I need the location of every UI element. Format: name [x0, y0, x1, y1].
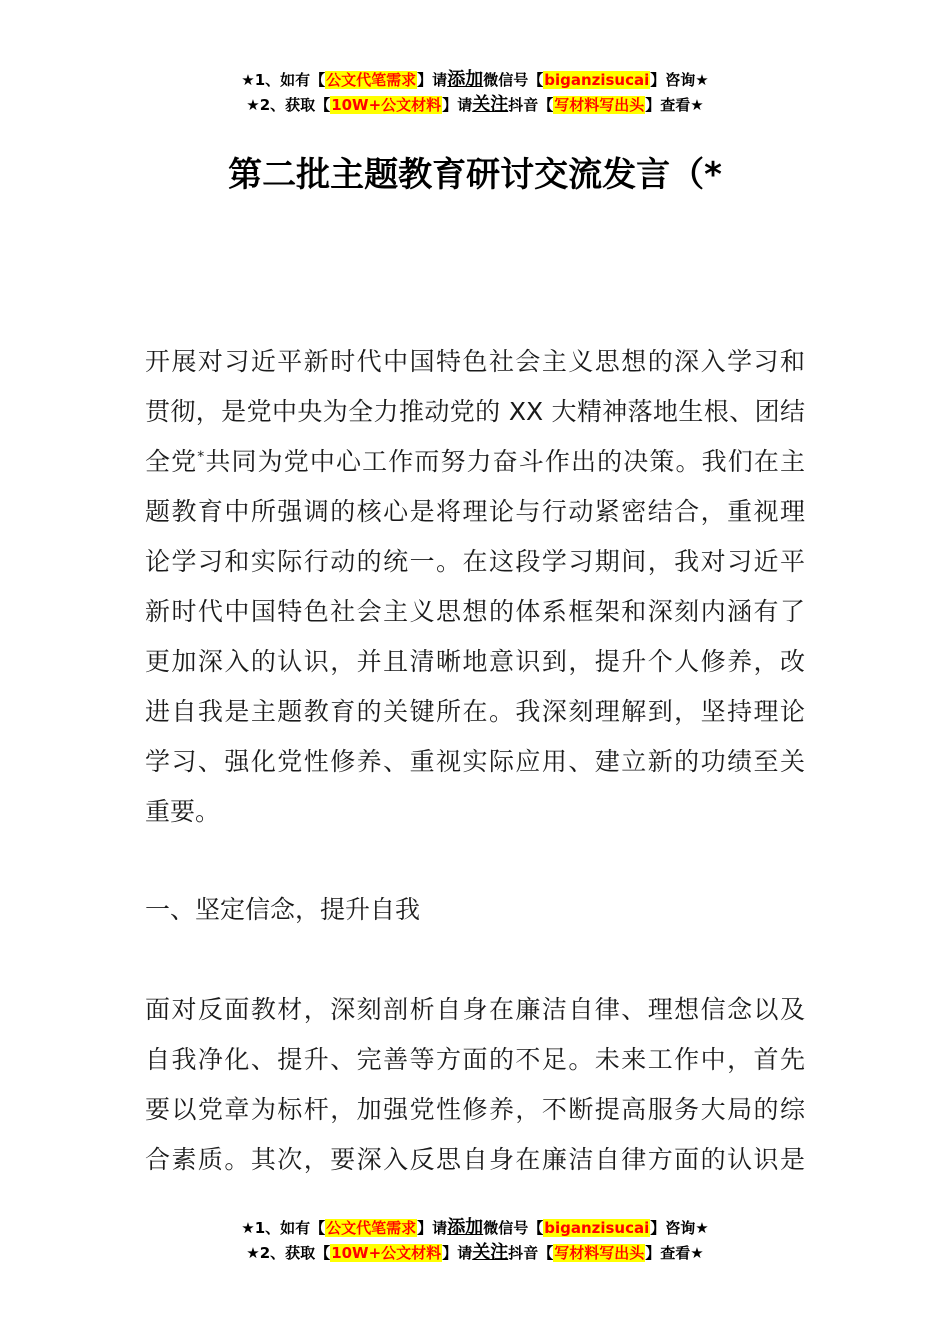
line-text: 共同为党中心工作而努力奋斗作出的决策。我们在主: [204, 447, 805, 476]
promo-text: 】咨询★: [650, 1219, 709, 1237]
paragraph-line: 进自我是主题教育的关键所在。我深刻理解到，坚持理论: [145, 697, 805, 726]
paragraph-line: 合素质。其次，要深入反思自身在廉洁自律方面的认识是: [145, 1145, 805, 1174]
paragraph-line: 新时代中国特色社会主义思想的体系框架和深刻内涵有了: [145, 597, 805, 626]
promo-highlight: 公文代笔需求: [326, 1219, 417, 1237]
promo-text: 】查看★: [645, 96, 704, 114]
header-promo-line-2: [0, 94, 950, 116]
paragraph-line: 学习、强化党性修养、重视实际应用、建立新的功绩至关: [145, 747, 805, 776]
paragraph-line: 开展对习近平新时代中国特色社会主义思想的深入学习和: [145, 347, 805, 376]
paragraph-line: 更加深入的认识，并且清晰地意识到，提升个人修养，改: [145, 647, 805, 676]
paragraph-line: 论学习和实际行动的统一。在这段学习期间，我对习近平: [145, 547, 805, 576]
promo-emphasis: 关注: [472, 1242, 509, 1263]
body-paragraph-1: [145, 337, 805, 837]
promo-highlight: 公文代笔需求: [326, 71, 417, 89]
promo-highlight: 10W+公文材料: [331, 96, 442, 114]
promo-text: ★1、如有【: [241, 1219, 326, 1237]
promo-text: 微信号【: [483, 71, 544, 89]
promo-highlight: 10W+公文材料: [331, 1244, 442, 1262]
promo-emphasis: 添加: [447, 1217, 484, 1238]
paragraph-line: 面对反面教材，深刻剖析自身在廉洁自律、理想信念以及: [145, 995, 805, 1024]
promo-highlight-douyin-account: 写材料写出头: [554, 96, 645, 114]
paragraph-line: 题教育中所强调的核心是将理论与行动紧密结合，重视理: [145, 497, 805, 526]
header-promo-line-1: [0, 69, 950, 91]
paragraph-line: 自我净化、提升、完善等方面的不足。未来工作中，首先: [145, 1045, 805, 1074]
paragraph-line: [145, 437, 805, 487]
promo-highlight-wechat-id: biganzisucai: [544, 1219, 650, 1237]
section-heading: 一、坚定信念，提升自我: [145, 895, 421, 924]
paragraph-line: 贯彻，是党中央为全力推动党的 XX 大精神落地生根、团结: [145, 397, 805, 426]
promo-highlight-douyin-account: 写材料写出头: [554, 1244, 645, 1262]
promo-text: 】请: [417, 1219, 448, 1237]
paragraph-line: 要以党章为标杆，加强党性修养，不断提高服务大局的综: [145, 1095, 805, 1124]
body-paragraph-2: [145, 985, 805, 1185]
document-title: 第二批主题教育研讨交流发言（*: [228, 155, 722, 195]
promo-text: 】请: [442, 1244, 473, 1262]
promo-text: 抖音【: [508, 1244, 554, 1262]
promo-text: 】咨询★: [650, 71, 709, 89]
promo-text: 抖音【: [508, 96, 554, 114]
line-text: 全党: [145, 447, 198, 476]
promo-text: 】请: [442, 96, 473, 114]
promo-text: ★1、如有【: [241, 71, 326, 89]
promo-text: 微信号【: [483, 1219, 544, 1237]
asterisk-mark: *: [197, 449, 205, 465]
promo-text: 】查看★: [645, 1244, 704, 1262]
promo-text: ★2、获取【: [246, 96, 331, 114]
promo-highlight-wechat-id: biganzisucai: [544, 71, 650, 89]
promo-emphasis: 添加: [447, 69, 484, 90]
footer-promo-line-1: [0, 1217, 950, 1239]
paragraph-line: 重要。: [145, 797, 221, 826]
footer-promo-line-2: [0, 1242, 950, 1264]
promo-emphasis: 关注: [472, 94, 509, 115]
section-1-heading-block: [145, 885, 805, 935]
promo-text: 】请: [417, 71, 448, 89]
promo-text: ★2、获取【: [246, 1244, 331, 1262]
